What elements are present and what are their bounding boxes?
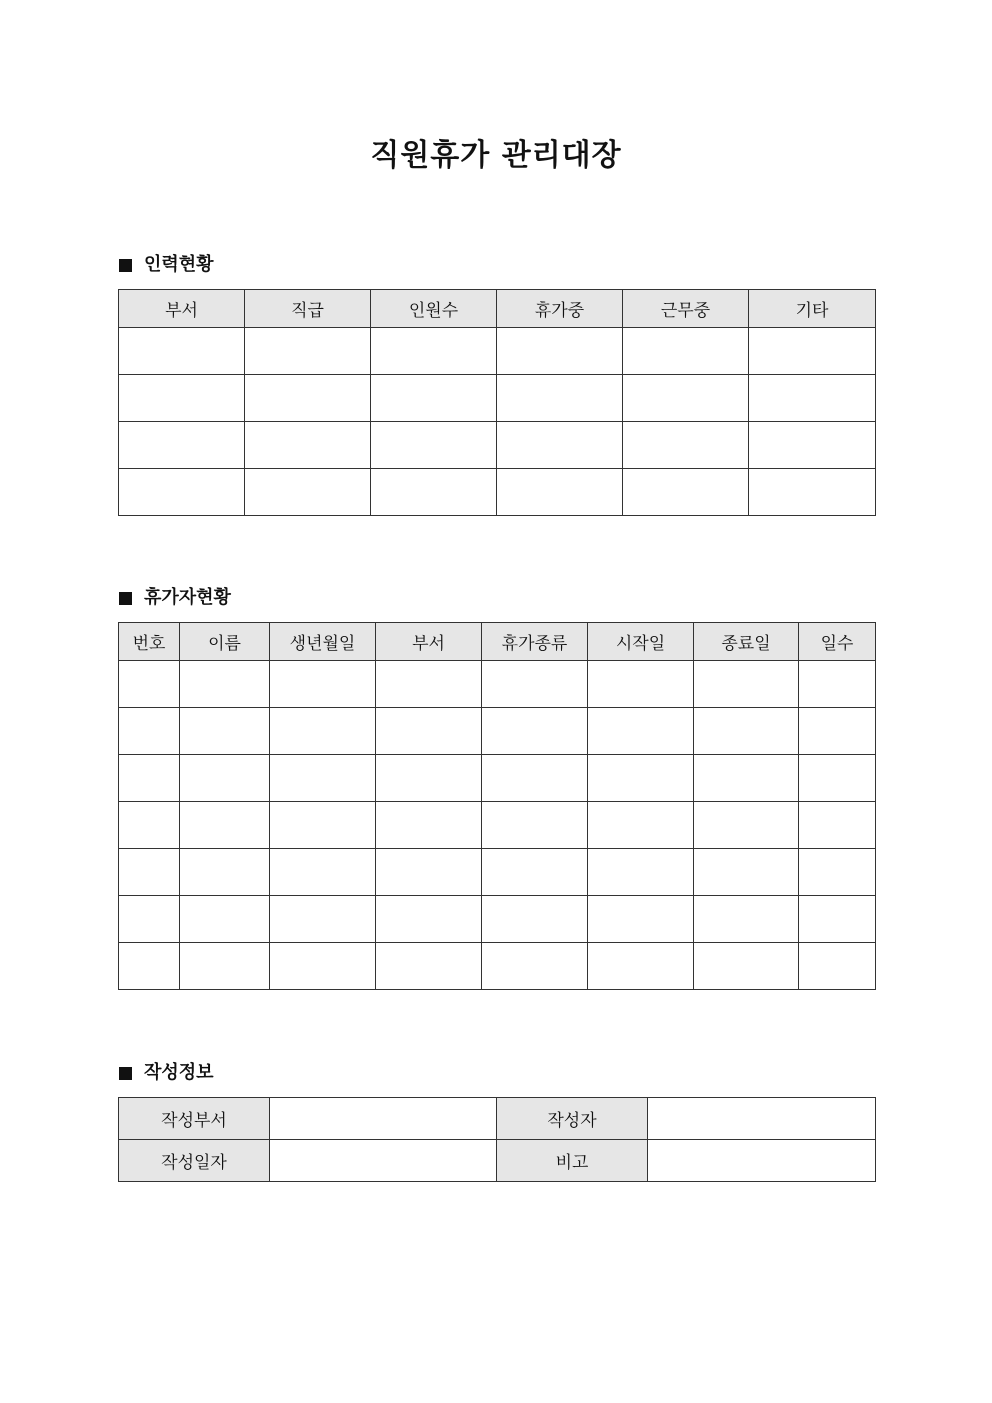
leave-status-column-header: 시작일 xyxy=(588,623,694,661)
leave-status-cell[interactable] xyxy=(799,802,876,849)
table-row xyxy=(119,661,876,708)
leave-status-cell[interactable] xyxy=(180,661,270,708)
table-row xyxy=(119,469,876,516)
staff-status-column-header: 인원수 xyxy=(371,290,497,328)
staff-status-cell[interactable] xyxy=(497,469,623,516)
staff-status-cell[interactable] xyxy=(749,375,876,422)
author-info-heading xyxy=(119,1061,214,1085)
leave-status-cell[interactable] xyxy=(694,708,799,755)
staff-status-cell[interactable] xyxy=(623,469,749,516)
author-info-value-field[interactable] xyxy=(648,1140,876,1182)
staff-status-cell[interactable] xyxy=(623,422,749,469)
leave-status-cell[interactable] xyxy=(180,755,270,802)
staff-status-column-header: 휴가중 xyxy=(497,290,623,328)
table-row xyxy=(119,755,876,802)
leave-status-table xyxy=(118,622,876,990)
staff-status-cell[interactable] xyxy=(245,328,371,375)
staff-status-cell[interactable] xyxy=(371,328,497,375)
author-info-value-field[interactable] xyxy=(648,1098,876,1140)
table-row xyxy=(119,802,876,849)
table-row xyxy=(119,896,876,943)
leave-status-cell[interactable] xyxy=(119,661,180,708)
leave-status-cell[interactable] xyxy=(270,849,376,896)
leave-status-cell[interactable] xyxy=(270,943,376,990)
staff-status-cell[interactable] xyxy=(497,375,623,422)
staff-status-cell[interactable] xyxy=(749,328,876,375)
author-info-heading-label: 작성정보 xyxy=(144,1062,214,1083)
leave-status-cell[interactable] xyxy=(180,849,270,896)
leave-status-cell[interactable] xyxy=(376,661,482,708)
leave-status-cell[interactable] xyxy=(119,849,180,896)
leave-status-cell[interactable] xyxy=(376,802,482,849)
square-bullet-icon xyxy=(119,1067,132,1080)
leave-status-cell[interactable] xyxy=(694,896,799,943)
leave-status-column-header: 번호 xyxy=(119,623,180,661)
leave-status-cell[interactable] xyxy=(482,755,588,802)
table-row xyxy=(119,375,876,422)
staff-status-cell[interactable] xyxy=(245,469,371,516)
author-info-value-field[interactable] xyxy=(270,1098,497,1140)
leave-status-cell[interactable] xyxy=(376,943,482,990)
table-row xyxy=(119,1098,876,1140)
leave-status-heading-label: 휴가자현황 xyxy=(144,587,231,608)
leave-status-cell[interactable] xyxy=(270,661,376,708)
leave-status-cell[interactable] xyxy=(180,708,270,755)
author-info-value-field[interactable] xyxy=(270,1140,497,1182)
leave-status-cell[interactable] xyxy=(588,849,694,896)
staff-status-cell[interactable] xyxy=(245,422,371,469)
leave-status-cell[interactable] xyxy=(799,661,876,708)
staff-status-cell[interactable] xyxy=(245,375,371,422)
staff-status-column-header: 근무중 xyxy=(623,290,749,328)
leave-status-cell[interactable] xyxy=(799,708,876,755)
staff-status-header-row xyxy=(119,290,876,328)
leave-status-cell[interactable] xyxy=(694,802,799,849)
leave-status-cell[interactable] xyxy=(119,943,180,990)
staff-status-heading xyxy=(119,253,214,277)
leave-status-cell[interactable] xyxy=(588,661,694,708)
staff-status-table xyxy=(118,289,876,516)
leave-status-cell[interactable] xyxy=(482,896,588,943)
leave-status-cell[interactable] xyxy=(694,755,799,802)
leave-status-cell[interactable] xyxy=(694,661,799,708)
leave-status-cell[interactable] xyxy=(588,896,694,943)
staff-status-cell[interactable] xyxy=(497,422,623,469)
page-title: 직원휴가 관리대장 xyxy=(370,138,622,173)
square-bullet-icon xyxy=(119,259,132,272)
leave-status-column-header: 이름 xyxy=(180,623,270,661)
table-row xyxy=(119,943,876,990)
leave-status-cell[interactable] xyxy=(180,802,270,849)
table-row xyxy=(119,1140,876,1182)
table-row xyxy=(119,422,876,469)
staff-status-column-header: 부서 xyxy=(119,290,245,328)
leave-status-cell[interactable] xyxy=(270,708,376,755)
leave-status-cell[interactable] xyxy=(119,802,180,849)
staff-status-cell[interactable] xyxy=(371,422,497,469)
staff-status-column-header: 기타 xyxy=(749,290,876,328)
staff-status-cell[interactable] xyxy=(749,422,876,469)
leave-status-heading xyxy=(119,586,231,610)
leave-status-cell[interactable] xyxy=(376,849,482,896)
leave-status-cell[interactable] xyxy=(270,802,376,849)
staff-status-cell[interactable] xyxy=(749,469,876,516)
staff-status-heading-label: 인력현황 xyxy=(144,254,214,275)
leave-status-cell[interactable] xyxy=(694,943,799,990)
leave-status-cell[interactable] xyxy=(119,755,180,802)
leave-status-cell[interactable] xyxy=(482,802,588,849)
leave-status-column-header: 휴가종류 xyxy=(482,623,588,661)
leave-status-cell[interactable] xyxy=(482,849,588,896)
leave-status-cell[interactable] xyxy=(270,896,376,943)
leave-status-column-header: 부서 xyxy=(376,623,482,661)
leave-status-cell[interactable] xyxy=(799,755,876,802)
leave-status-cell[interactable] xyxy=(799,943,876,990)
author-info-label: 작성부서 xyxy=(119,1098,270,1140)
leave-status-cell[interactable] xyxy=(119,708,180,755)
leave-status-cell[interactable] xyxy=(376,896,482,943)
leave-status-cell[interactable] xyxy=(482,943,588,990)
leave-status-cell[interactable] xyxy=(694,849,799,896)
author-info-table xyxy=(118,1097,876,1182)
author-info-label: 작성자 xyxy=(497,1098,648,1140)
leave-status-column-header: 생년월일 xyxy=(270,623,376,661)
leave-status-header-row xyxy=(119,623,876,661)
staff-status-cell[interactable] xyxy=(623,375,749,422)
leave-status-cell[interactable] xyxy=(119,896,180,943)
leave-status-cell[interactable] xyxy=(482,661,588,708)
square-bullet-icon xyxy=(119,592,132,605)
leave-status-cell[interactable] xyxy=(180,943,270,990)
leave-status-column-header: 종료일 xyxy=(694,623,799,661)
leave-status-cell[interactable] xyxy=(588,802,694,849)
leave-status-cell[interactable] xyxy=(482,708,588,755)
staff-status-cell[interactable] xyxy=(119,422,245,469)
leave-status-cell[interactable] xyxy=(376,708,482,755)
author-info-label: 비고 xyxy=(497,1140,648,1182)
leave-status-cell[interactable] xyxy=(376,755,482,802)
staff-status-cell[interactable] xyxy=(623,328,749,375)
staff-status-cell[interactable] xyxy=(497,328,623,375)
author-info-label: 작성일자 xyxy=(119,1140,270,1182)
leave-status-column-header: 일수 xyxy=(799,623,876,661)
staff-status-cell[interactable] xyxy=(119,328,245,375)
staff-status-cell[interactable] xyxy=(371,469,497,516)
staff-status-cell[interactable] xyxy=(371,375,497,422)
table-row xyxy=(119,849,876,896)
table-row xyxy=(119,708,876,755)
leave-status-cell[interactable] xyxy=(588,755,694,802)
leave-status-cell[interactable] xyxy=(799,849,876,896)
leave-status-cell[interactable] xyxy=(180,896,270,943)
leave-status-cell[interactable] xyxy=(799,896,876,943)
staff-status-column-header: 직급 xyxy=(245,290,371,328)
leave-status-cell[interactable] xyxy=(588,708,694,755)
staff-status-cell[interactable] xyxy=(119,375,245,422)
leave-status-cell[interactable] xyxy=(588,943,694,990)
table-row xyxy=(119,328,876,375)
staff-status-cell[interactable] xyxy=(119,469,245,516)
leave-status-cell[interactable] xyxy=(270,755,376,802)
